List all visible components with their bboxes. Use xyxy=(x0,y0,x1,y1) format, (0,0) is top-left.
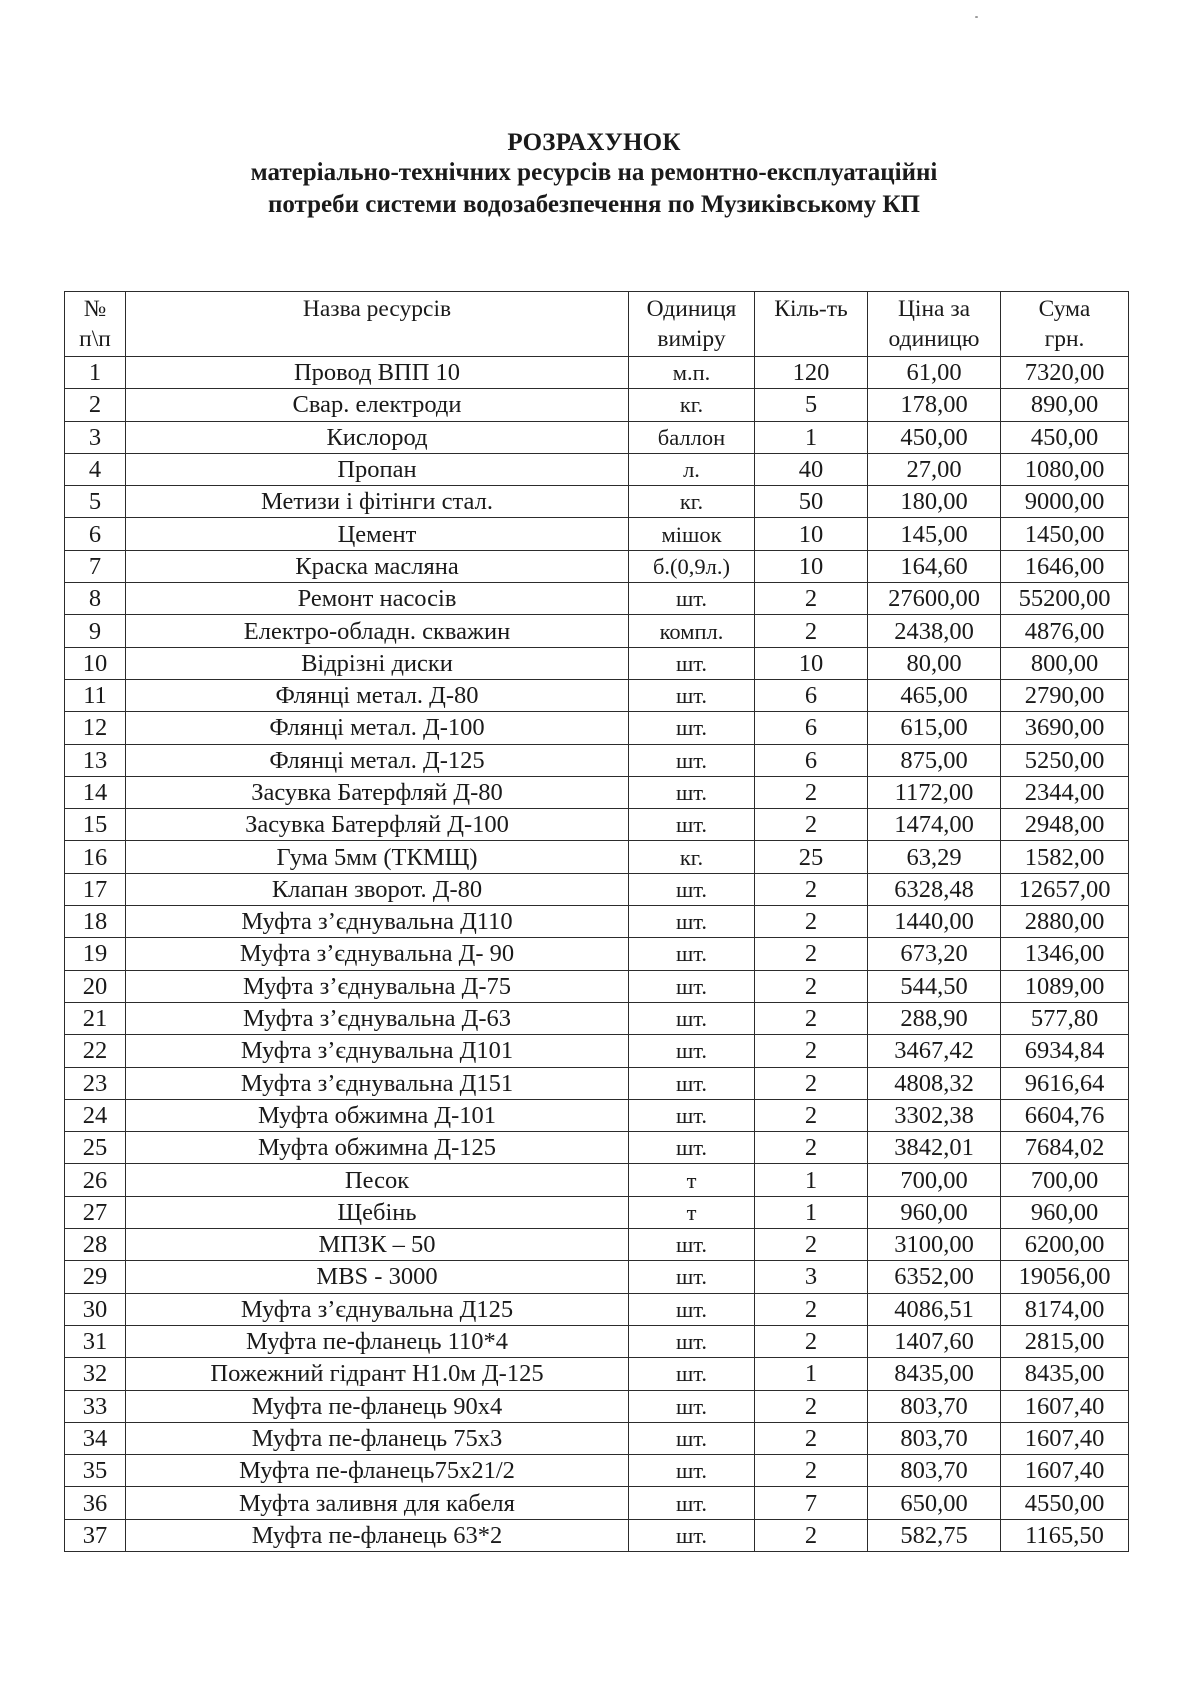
cell-row-number: 33 xyxy=(65,1390,126,1422)
cell-unit: т xyxy=(629,1196,755,1228)
cell-unit-price: 1440,00 xyxy=(868,906,1001,938)
cell-resource-name: Гума 5мм (ТКМЩ) xyxy=(126,841,629,873)
cell-quantity: 7 xyxy=(755,1487,868,1519)
cell-row-number: 9 xyxy=(65,615,126,647)
cell-unit-price: 582,75 xyxy=(868,1519,1001,1551)
cell-total-sum: 6934,84 xyxy=(1001,1035,1129,1067)
header-sum-line1: Сума xyxy=(1038,296,1091,322)
cell-total-sum: 8174,00 xyxy=(1001,1293,1129,1325)
cell-unit: шт. xyxy=(629,1390,755,1422)
table-row xyxy=(65,1067,1129,1099)
header-price-line1: Ціна за xyxy=(897,296,971,322)
cell-unit: шт. xyxy=(629,938,755,970)
cell-row-number: 26 xyxy=(65,1164,126,1196)
cell-row-number: 1 xyxy=(65,357,126,389)
cell-unit: мішок xyxy=(629,518,755,550)
cell-total-sum: 1646,00 xyxy=(1001,550,1129,582)
table-row xyxy=(65,1099,1129,1131)
cell-total-sum: 1607,40 xyxy=(1001,1455,1129,1487)
cell-quantity: 10 xyxy=(755,550,868,582)
cell-row-number: 5 xyxy=(65,486,126,518)
cell-quantity: 2 xyxy=(755,615,868,647)
header-unit-line1: Одиниця xyxy=(646,296,737,322)
cell-quantity: 1 xyxy=(755,1164,868,1196)
cell-row-number: 2 xyxy=(65,389,126,421)
cell-unit: шт. xyxy=(629,906,755,938)
cell-row-number: 24 xyxy=(65,1099,126,1131)
cell-quantity: 1 xyxy=(755,1196,868,1228)
cell-unit-price: 875,00 xyxy=(868,744,1001,776)
cell-unit-price: 27,00 xyxy=(868,453,1001,485)
cell-row-number: 11 xyxy=(65,679,126,711)
cell-total-sum: 7684,02 xyxy=(1001,1132,1129,1164)
cell-quantity: 2 xyxy=(755,583,868,615)
cell-unit-price: 544,50 xyxy=(868,970,1001,1002)
cell-total-sum: 1450,00 xyxy=(1001,518,1129,550)
header-number xyxy=(65,292,126,357)
cell-quantity: 2 xyxy=(755,1035,868,1067)
table-row xyxy=(65,1358,1129,1390)
cell-total-sum: 2344,00 xyxy=(1001,776,1129,808)
cell-row-number: 10 xyxy=(65,647,126,679)
cell-unit: кг. xyxy=(629,486,755,518)
cell-resource-name: MBS - 3000 xyxy=(126,1261,629,1293)
cell-quantity: 2 xyxy=(755,1002,868,1034)
cell-unit-price: 2438,00 xyxy=(868,615,1001,647)
cell-unit: шт. xyxy=(629,583,755,615)
table-row xyxy=(65,1002,1129,1034)
cell-quantity: 2 xyxy=(755,1067,868,1099)
cell-total-sum: 450,00 xyxy=(1001,421,1129,453)
cell-unit-price: 450,00 xyxy=(868,421,1001,453)
header-unit xyxy=(629,292,755,357)
header-price-line2: одиницю xyxy=(888,326,980,352)
cell-row-number: 17 xyxy=(65,873,126,905)
cell-unit-price: 27600,00 xyxy=(868,583,1001,615)
cell-row-number: 7 xyxy=(65,550,126,582)
header-number-line2: п\п xyxy=(79,326,111,352)
cell-unit-price: 3302,38 xyxy=(868,1099,1001,1131)
cell-total-sum: 1089,00 xyxy=(1001,970,1129,1002)
table-row xyxy=(65,1261,1129,1293)
cell-total-sum: 3690,00 xyxy=(1001,712,1129,744)
cell-unit: шт. xyxy=(629,647,755,679)
cell-total-sum: 960,00 xyxy=(1001,1196,1129,1228)
cell-unit: л. xyxy=(629,453,755,485)
cell-resource-name: Клапан зворот. Д-80 xyxy=(126,873,629,905)
cell-unit: шт. xyxy=(629,1358,755,1390)
cell-total-sum: 700,00 xyxy=(1001,1164,1129,1196)
table-row xyxy=(65,1196,1129,1228)
table-row xyxy=(65,1455,1129,1487)
cell-total-sum: 1080,00 xyxy=(1001,453,1129,485)
cell-resource-name: Муфта заливня для кабеля xyxy=(126,1487,629,1519)
cell-quantity: 2 xyxy=(755,906,868,938)
cell-resource-name: Муфта з’єднувальна Д- 90 xyxy=(126,938,629,970)
cell-quantity: 2 xyxy=(755,809,868,841)
cell-total-sum: 1607,40 xyxy=(1001,1422,1129,1454)
cell-resource-name: Муфта з’єднувальна Д-75 xyxy=(126,970,629,1002)
table-row xyxy=(65,486,1129,518)
cell-quantity: 2 xyxy=(755,1422,868,1454)
document-title: РОЗРАХУНОК xyxy=(507,129,681,156)
table-row xyxy=(65,583,1129,615)
header-row xyxy=(65,292,1129,357)
cell-unit-price: 61,00 xyxy=(868,357,1001,389)
cell-total-sum: 55200,00 xyxy=(1001,583,1129,615)
cell-total-sum: 9000,00 xyxy=(1001,486,1129,518)
cell-total-sum: 12657,00 xyxy=(1001,873,1129,905)
table-row xyxy=(65,1164,1129,1196)
table-row xyxy=(65,1293,1129,1325)
cell-resource-name: Флянці метал. Д-80 xyxy=(126,679,629,711)
table-row xyxy=(65,453,1129,485)
cell-unit: шт. xyxy=(629,1261,755,1293)
cell-quantity: 2 xyxy=(755,1519,868,1551)
cell-quantity: 2 xyxy=(755,1293,868,1325)
cell-quantity: 1 xyxy=(755,421,868,453)
table-row xyxy=(65,809,1129,841)
cell-unit-price: 3467,42 xyxy=(868,1035,1001,1067)
cell-total-sum: 577,80 xyxy=(1001,1002,1129,1034)
cell-quantity: 2 xyxy=(755,1390,868,1422)
cell-unit-price: 164,60 xyxy=(868,550,1001,582)
cell-unit: шт. xyxy=(629,1325,755,1357)
cell-row-number: 30 xyxy=(65,1293,126,1325)
cell-total-sum: 800,00 xyxy=(1001,647,1129,679)
cell-total-sum: 2815,00 xyxy=(1001,1325,1129,1357)
cell-row-number: 20 xyxy=(65,970,126,1002)
cell-resource-name: Кислород xyxy=(126,421,629,453)
cell-row-number: 32 xyxy=(65,1358,126,1390)
cell-resource-name: Муфта з’єднувальна Д-63 xyxy=(126,1002,629,1034)
cell-row-number: 23 xyxy=(65,1067,126,1099)
cell-row-number: 3 xyxy=(65,421,126,453)
cell-row-number: 31 xyxy=(65,1325,126,1357)
cell-unit-price: 1407,60 xyxy=(868,1325,1001,1357)
header-name-text: Назва ресурсів xyxy=(302,296,452,322)
cell-resource-name: Муфта з’єднувальна Д110 xyxy=(126,906,629,938)
cell-quantity: 6 xyxy=(755,712,868,744)
cell-total-sum: 1607,40 xyxy=(1001,1390,1129,1422)
cell-quantity: 25 xyxy=(755,841,868,873)
cell-row-number: 35 xyxy=(65,1455,126,1487)
cell-row-number: 16 xyxy=(65,841,126,873)
cell-row-number: 22 xyxy=(65,1035,126,1067)
resources-table xyxy=(64,291,1129,1552)
table-row xyxy=(65,1390,1129,1422)
cell-unit: шт. xyxy=(629,1519,755,1551)
table-row xyxy=(65,1487,1129,1519)
table-row xyxy=(65,1519,1129,1551)
cell-resource-name: Муфта обжимна Д-101 xyxy=(126,1099,629,1131)
header-number-line1: № xyxy=(83,296,107,322)
cell-resource-name: Флянці метал. Д-125 xyxy=(126,744,629,776)
table-row xyxy=(65,744,1129,776)
cell-total-sum: 19056,00 xyxy=(1001,1261,1129,1293)
table-row xyxy=(65,1325,1129,1357)
header-sum-line2: грн. xyxy=(1044,326,1085,352)
cell-quantity: 1 xyxy=(755,1358,868,1390)
cell-resource-name: Муфта обжимна Д-125 xyxy=(126,1132,629,1164)
header-price xyxy=(868,292,1001,357)
resources-table-container xyxy=(64,291,1128,1552)
cell-unit-price: 3100,00 xyxy=(868,1229,1001,1261)
cell-total-sum: 4876,00 xyxy=(1001,615,1129,647)
cell-resource-name: Метизи і фітінги стал. xyxy=(126,486,629,518)
cell-unit-price: 63,29 xyxy=(868,841,1001,873)
cell-total-sum: 2880,00 xyxy=(1001,906,1129,938)
cell-row-number: 28 xyxy=(65,1229,126,1261)
cell-quantity: 10 xyxy=(755,518,868,550)
cell-unit-price: 465,00 xyxy=(868,679,1001,711)
cell-total-sum: 9616,64 xyxy=(1001,1067,1129,1099)
cell-unit: шт. xyxy=(629,1293,755,1325)
cell-quantity: 6 xyxy=(755,744,868,776)
table-row xyxy=(65,615,1129,647)
cell-resource-name: Муфта пе-фланець 63*2 xyxy=(126,1519,629,1551)
cell-unit-price: 80,00 xyxy=(868,647,1001,679)
cell-unit-price: 4086,51 xyxy=(868,1293,1001,1325)
cell-unit: шт. xyxy=(629,1487,755,1519)
cell-unit: шт. xyxy=(629,873,755,905)
cell-quantity: 2 xyxy=(755,873,868,905)
cell-unit: шт. xyxy=(629,1132,755,1164)
cell-row-number: 4 xyxy=(65,453,126,485)
cell-row-number: 34 xyxy=(65,1422,126,1454)
cell-row-number: 19 xyxy=(65,938,126,970)
document-header xyxy=(0,128,1188,220)
cell-resource-name: Муфта з’єднувальна Д125 xyxy=(126,1293,629,1325)
cell-unit: шт. xyxy=(629,1067,755,1099)
cell-total-sum: 8435,00 xyxy=(1001,1358,1129,1390)
cell-unit-price: 615,00 xyxy=(868,712,1001,744)
cell-row-number: 36 xyxy=(65,1487,126,1519)
cell-row-number: 8 xyxy=(65,583,126,615)
table-row xyxy=(65,841,1129,873)
cell-row-number: 15 xyxy=(65,809,126,841)
cell-unit-price: 288,90 xyxy=(868,1002,1001,1034)
table-row xyxy=(65,906,1129,938)
cell-unit-price: 1474,00 xyxy=(868,809,1001,841)
cell-unit: шт. xyxy=(629,1035,755,1067)
cell-resource-name: Засувка Батерфляй Д-100 xyxy=(126,809,629,841)
cell-unit: шт. xyxy=(629,679,755,711)
cell-unit-price: 803,70 xyxy=(868,1422,1001,1454)
cell-unit: м.п. xyxy=(629,357,755,389)
cell-quantity: 5 xyxy=(755,389,868,421)
cell-resource-name: Відрізні диски xyxy=(126,647,629,679)
cell-resource-name: Пожежний гідрант Н1.0м Д-125 xyxy=(126,1358,629,1390)
cell-quantity: 40 xyxy=(755,453,868,485)
cell-unit-price: 960,00 xyxy=(868,1196,1001,1228)
table-row xyxy=(65,1422,1129,1454)
cell-resource-name: Муфта пе-фланець 90х4 xyxy=(126,1390,629,1422)
cell-unit: шт. xyxy=(629,1422,755,1454)
cell-unit-price: 180,00 xyxy=(868,486,1001,518)
table-row xyxy=(65,550,1129,582)
header-name xyxy=(126,292,629,357)
cell-total-sum: 7320,00 xyxy=(1001,357,1129,389)
table-row xyxy=(65,518,1129,550)
cell-row-number: 6 xyxy=(65,518,126,550)
cell-unit: баллон xyxy=(629,421,755,453)
cell-unit: шт. xyxy=(629,1002,755,1034)
cell-quantity: 6 xyxy=(755,679,868,711)
cell-unit-price: 4808,32 xyxy=(868,1067,1001,1099)
cell-quantity: 2 xyxy=(755,938,868,970)
cell-resource-name: Цемент xyxy=(126,518,629,550)
cell-total-sum: 890,00 xyxy=(1001,389,1129,421)
table-row xyxy=(65,712,1129,744)
cell-resource-name: Краска масляна xyxy=(126,550,629,582)
table-row xyxy=(65,1229,1129,1261)
cell-row-number: 13 xyxy=(65,744,126,776)
cell-resource-name: Песок xyxy=(126,1164,629,1196)
cell-unit: шт. xyxy=(629,809,755,841)
cell-resource-name: Муфта пе-фланець 110*4 xyxy=(126,1325,629,1357)
cell-unit: шт. xyxy=(629,1455,755,1487)
cell-total-sum: 2948,00 xyxy=(1001,809,1129,841)
cell-unit: компл. xyxy=(629,615,755,647)
cell-row-number: 14 xyxy=(65,776,126,808)
table-body xyxy=(65,357,1129,1552)
cell-unit-price: 803,70 xyxy=(868,1390,1001,1422)
cell-total-sum: 4550,00 xyxy=(1001,1487,1129,1519)
cell-quantity: 2 xyxy=(755,1229,868,1261)
table-row xyxy=(65,1035,1129,1067)
cell-quantity: 2 xyxy=(755,1325,868,1357)
cell-row-number: 29 xyxy=(65,1261,126,1293)
document-subtitle-line1: матеріально-технічних ресурсів на ремонтно-експлуатаційні xyxy=(250,159,938,186)
cell-unit-price: 178,00 xyxy=(868,389,1001,421)
table-row xyxy=(65,647,1129,679)
document-subtitle-line2: потреби системи водозабезпечення по Музиківському КП xyxy=(267,191,921,218)
cell-quantity: 3 xyxy=(755,1261,868,1293)
header-unit-line2: виміру xyxy=(657,326,726,352)
cell-unit-price: 700,00 xyxy=(868,1164,1001,1196)
table-row xyxy=(65,776,1129,808)
table-header xyxy=(65,292,1129,357)
cell-row-number: 27 xyxy=(65,1196,126,1228)
cell-quantity: 2 xyxy=(755,776,868,808)
table-row xyxy=(65,421,1129,453)
cell-quantity: 2 xyxy=(755,970,868,1002)
cell-resource-name: Флянці метал. Д-100 xyxy=(126,712,629,744)
cell-unit-price: 145,00 xyxy=(868,518,1001,550)
cell-quantity: 50 xyxy=(755,486,868,518)
cell-unit-price: 803,70 xyxy=(868,1455,1001,1487)
cell-row-number: 37 xyxy=(65,1519,126,1551)
cell-resource-name: Муфта з’єднувальна Д101 xyxy=(126,1035,629,1067)
header-sum xyxy=(1001,292,1129,357)
cell-resource-name: Муфта з’єднувальна Д151 xyxy=(126,1067,629,1099)
cell-quantity: 120 xyxy=(755,357,868,389)
cell-unit: кг. xyxy=(629,389,755,421)
cell-quantity: 2 xyxy=(755,1132,868,1164)
cell-resource-name: Засувка Батерфляй Д-80 xyxy=(126,776,629,808)
cell-unit-price: 650,00 xyxy=(868,1487,1001,1519)
cell-unit: шт. xyxy=(629,1229,755,1261)
header-quantity-text: Кіль-ть xyxy=(774,296,848,322)
cell-row-number: 12 xyxy=(65,712,126,744)
cell-row-number: 25 xyxy=(65,1132,126,1164)
cell-resource-name: Електро-обладн. скважин xyxy=(126,615,629,647)
cell-unit: шт. xyxy=(629,970,755,1002)
table-row xyxy=(65,389,1129,421)
cell-quantity: 2 xyxy=(755,1099,868,1131)
cell-unit: шт. xyxy=(629,712,755,744)
cell-row-number: 21 xyxy=(65,1002,126,1034)
cell-resource-name: Муфта пе-фланець75х21/2 xyxy=(126,1455,629,1487)
table-row xyxy=(65,970,1129,1002)
cell-resource-name: Провод ВПП 10 xyxy=(126,357,629,389)
cell-unit-price: 6328,48 xyxy=(868,873,1001,905)
cell-resource-name: Ремонт насосів xyxy=(126,583,629,615)
cell-quantity: 10 xyxy=(755,647,868,679)
cell-total-sum: 1165,50 xyxy=(1001,1519,1129,1551)
cell-unit: шт. xyxy=(629,776,755,808)
cell-total-sum: 6200,00 xyxy=(1001,1229,1129,1261)
cell-total-sum: 1582,00 xyxy=(1001,841,1129,873)
cell-quantity: 2 xyxy=(755,1455,868,1487)
cell-total-sum: 6604,76 xyxy=(1001,1099,1129,1131)
cell-total-sum: 2790,00 xyxy=(1001,679,1129,711)
cell-resource-name: МПЗК – 50 xyxy=(126,1229,629,1261)
cell-resource-name: Пропан xyxy=(126,453,629,485)
header-quantity xyxy=(755,292,868,357)
table-row xyxy=(65,679,1129,711)
cell-unit: т xyxy=(629,1164,755,1196)
cell-resource-name: Муфта пе-фланець 75х3 xyxy=(126,1422,629,1454)
cell-unit-price: 6352,00 xyxy=(868,1261,1001,1293)
cell-unit: кг. xyxy=(629,841,755,873)
cell-unit: шт. xyxy=(629,1099,755,1131)
cell-unit: б.(0,9л.) xyxy=(629,550,755,582)
cell-row-number: 18 xyxy=(65,906,126,938)
table-row xyxy=(65,873,1129,905)
table-row xyxy=(65,1132,1129,1164)
table-row xyxy=(65,938,1129,970)
cell-total-sum: 1346,00 xyxy=(1001,938,1129,970)
cell-resource-name: Щебінь xyxy=(126,1196,629,1228)
cell-unit: шт. xyxy=(629,744,755,776)
cell-unit-price: 673,20 xyxy=(868,938,1001,970)
cell-unit-price: 3842,01 xyxy=(868,1132,1001,1164)
scan-speck xyxy=(975,16,978,18)
cell-resource-name: Свар. електроди xyxy=(126,389,629,421)
cell-unit-price: 1172,00 xyxy=(868,776,1001,808)
cell-total-sum: 5250,00 xyxy=(1001,744,1129,776)
table-row xyxy=(65,357,1129,389)
cell-unit-price: 8435,00 xyxy=(868,1358,1001,1390)
